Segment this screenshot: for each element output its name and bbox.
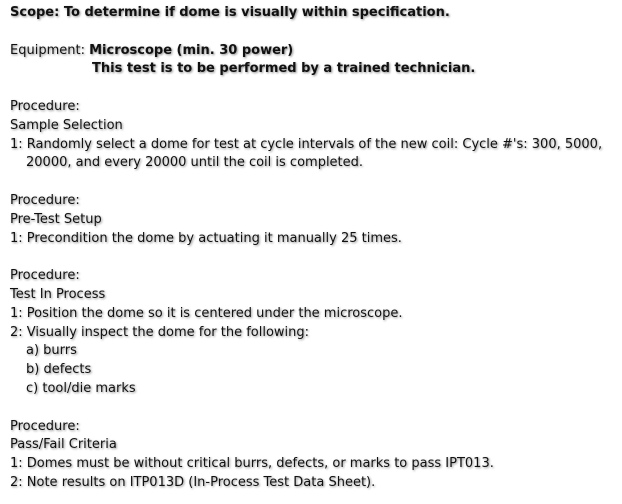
step-line: 1: Precondition the dome by actuating it manually 25 times.	[10, 230, 402, 246]
sub-item: a) burrs	[26, 343, 77, 359]
document-body	[10, 4, 616, 493]
spacer	[10, 248, 616, 267]
procedure-label: Procedure:	[10, 98, 80, 114]
sub-item: c) tool/die marks	[26, 380, 136, 396]
procedure-label: Procedure:	[10, 192, 80, 208]
section-title-sample-selection: Sample Selection	[10, 117, 123, 133]
spacer	[10, 399, 616, 418]
equipment-note: This test is to be performed by a trained technician.	[92, 61, 476, 77]
equipment-label: Equipment:	[10, 42, 90, 58]
step-line: 1: Position the dome so it is centered under the microscope.	[10, 305, 403, 321]
section-title-test-in-process: Test In Process	[10, 286, 106, 302]
sub-item: b) defects	[26, 362, 92, 378]
procedure-label: Procedure:	[10, 418, 80, 434]
spacer	[10, 173, 616, 192]
step-line-continuation: 20000, and every 20000 until the coil is completed.	[26, 155, 364, 171]
section-title-pass-fail: Pass/Fail Criteria	[10, 437, 117, 453]
step-line: 1: Randomly select a dome for test at cycle intervals of the new coil: Cycle #'s: 300, 5000,	[10, 136, 603, 152]
step-line: 2: Visually inspect the dome for the following:	[10, 324, 310, 340]
spacer	[10, 23, 616, 42]
equipment-line	[10, 42, 616, 61]
step-line: 2: Note results on ITP013D (In-Process Test Data Sheet).	[10, 474, 376, 490]
scope-line: Scope: To determine if dome is visually within specification.	[10, 5, 450, 20]
procedure-label: Procedure:	[10, 268, 80, 284]
spacer	[10, 79, 616, 98]
equipment-value: Microscope (min. 30 power)	[89, 42, 294, 58]
section-title-pre-test-setup: Pre-Test Setup	[10, 211, 102, 227]
step-line: 1: Domes must be without critical burrs, defects, or marks to pass IPT013.	[10, 456, 494, 472]
